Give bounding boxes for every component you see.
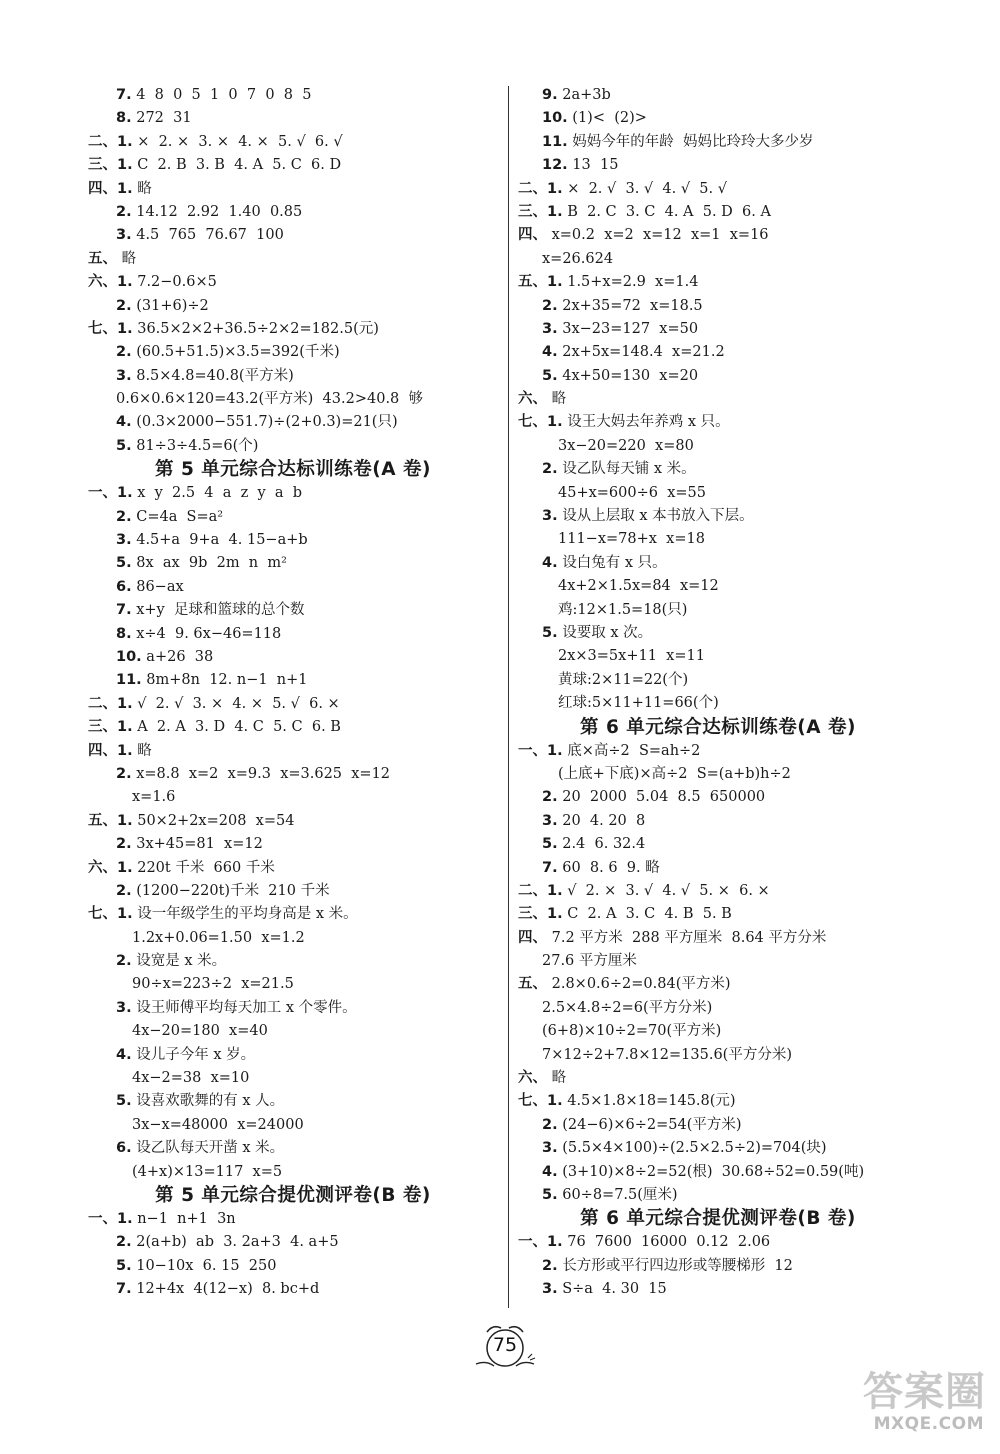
answer-text: 略 [121,250,137,267]
question-label: 2. [116,508,132,525]
answer-line [518,786,918,809]
question-label: 2. [116,882,132,899]
answer-line [88,669,498,692]
question-label: 一、1. [88,485,133,502]
question-label: 3. [542,1140,558,1157]
question-label: 4. [542,344,558,361]
answer-text: 27.6 平方厘米 [542,953,637,970]
answer-text: 8.5×4.8=40.8(平方米) [136,367,294,384]
answer-line [518,575,918,598]
answer-text: √ 2. √ 3. × 4. × 5. √ 6. × [137,695,340,712]
answer-line [518,435,918,458]
answer-text: 2.4 6. 32.4 [562,836,646,853]
answer-text: C 2. B 3. B 4. A 5. C 6. D [137,157,342,174]
answer-text: 4.5×1.8×18=145.8(元) [567,1093,736,1110]
answer-line [88,154,498,177]
answer-text: 81÷3÷4.5=6(个) [136,437,259,454]
answer-line [518,1184,918,1207]
answer-text: 设一年级学生的平均身高是 x 米。 [137,906,358,923]
answer-line [88,318,498,341]
answer-line [88,411,498,434]
answer-line [518,131,918,154]
watermark-bottom-text: MXQE.COM [873,1414,984,1434]
question-label: 12. [542,157,568,174]
answer-text: x=1.6 [132,789,176,806]
question-label: 三、1. [518,906,563,923]
answer-line [88,763,498,786]
answer-text: 设王师傅平均每天加工 x 个零件。 [136,999,357,1016]
answer-text: (1)< (2)> [572,110,647,127]
answer-text: 长方形或平行四边形或等腰梯形 12 [562,1257,793,1274]
answer-text: × 2. × 3. × 4. × 5. √ 6. √ [137,133,343,150]
answer-line [518,973,918,996]
answer-text: (0.3×2000−551.7)÷(2+0.3)=21(只) [136,414,398,431]
answer-line [518,1161,918,1184]
question-label: 七、1. [518,414,563,431]
answer-line [518,1067,918,1090]
question-label: 4. [542,554,558,571]
answer-text: 220t 千米 660 千米 [137,859,275,876]
answer-line [518,1090,918,1113]
question-label: 3. [116,227,132,244]
question-label: 5. [542,624,558,641]
answer-text: (24−6)×6÷2=54(平方米) [562,1116,742,1133]
question-label: 2. [116,836,132,853]
answer-text: 2x×3=5x+11 x=11 [558,648,705,665]
answer-line [518,669,918,692]
answer-line [518,833,918,856]
answer-line [518,857,918,880]
answer-line [88,1231,498,1254]
question-label: 四、1. [88,180,133,197]
answer-line [88,599,498,622]
question-label: 六、1. [88,859,133,876]
answer-line [88,201,498,224]
answer-line [88,693,498,716]
answer-line [518,1255,918,1278]
answer-text: 50×2+2x=208 x=54 [137,812,295,829]
answer-line [88,927,498,950]
answer-line [518,903,918,926]
question-label: 11. [116,672,142,689]
left-answer-column [88,84,498,1302]
question-label: 5. [116,1257,132,1274]
answer-text: 3x−x=48000 x=24000 [132,1116,304,1133]
answer-text: 60 8. 6 9. 略 [562,859,660,876]
answer-text: 略 [137,180,152,197]
question-label: 三、1. [88,719,133,736]
question-label: 五、 [88,250,117,267]
answer-text: 3x−20=220 x=80 [558,437,694,454]
answer-line [518,599,918,622]
answer-line [88,365,498,388]
answer-line [88,810,498,833]
question-label: 七、1. [88,320,133,337]
answer-text: 1.2x+0.06=1.50 x=1.2 [132,929,305,946]
answer-line [518,763,918,786]
answer-line [518,201,918,224]
answer-text: (上底+下底)×高÷2 S=(a+b)h÷2 [558,765,791,782]
answer-line [518,927,918,950]
answer-text: 7×12÷2+7.8×12=135.6(平方分米) [542,1046,792,1063]
answer-line [88,857,498,880]
question-label: 五、1. [518,274,563,291]
answer-line [518,880,918,903]
section-heading: 第 5 单元综合提优测评卷(B 卷) [155,1184,431,1206]
question-label: 七、1. [518,1093,563,1110]
question-label: 七、1. [88,906,133,923]
question-label: 10. [542,110,568,127]
answer-text: 76 7600 16000 0.12 2.06 [567,1234,771,1251]
question-label: 2. [542,789,558,806]
question-label: 4. [116,414,132,431]
answer-text: 略 [137,742,152,759]
question-label: 10. [116,648,142,665]
question-label: 5. [542,1186,558,1203]
answer-text: 2a+3b [562,87,611,103]
answer-line [88,1255,498,1278]
question-label: 3. [542,320,558,337]
answer-text: S÷a 4. 30 15 [562,1281,667,1298]
answer-text: 设白兔有 x 只。 [562,554,667,571]
answer-text: 设儿子今年 x 岁。 [136,1046,256,1063]
answer-line [88,576,498,599]
answer-text: 鸡:12×1.5=18(只) [558,601,688,618]
answer-line [518,997,918,1020]
answer-line [88,880,498,903]
answer-text: 2(a+b) ab 3. 2a+3 4. a+5 [136,1234,339,1251]
answer-line [518,178,918,201]
answer-line [518,388,918,411]
answer-line [518,295,918,318]
answer-text: 3x−23=127 x=50 [562,320,699,337]
answer-line [88,271,498,294]
answer-text: a+26 38 [146,648,214,665]
question-label: 3. [542,508,558,525]
answer-line [88,786,498,809]
question-label: 二、1. [88,695,133,712]
question-label: 7. [116,1281,132,1298]
answer-text: 10−10x 6. 15 250 [136,1257,277,1274]
answer-text: 略 [551,391,567,408]
answer-text: 4x−20=180 x=40 [132,1023,268,1040]
answer-text: A 2. A 3. D 4. C 5. C 6. B [137,719,341,736]
section-heading: 第 6 单元综合提优测评卷(B 卷) [580,1208,856,1230]
question-label: 六、 [518,391,547,408]
question-label: 四、 [518,929,547,946]
answer-line [518,505,918,528]
answer-line [518,622,918,645]
answer-line [518,341,918,364]
question-label: 四、 [518,227,547,244]
answer-text: 272 31 [136,110,192,127]
answer-text: (3+10)×8÷2=52(根) 30.68÷52=0.59(吨) [562,1163,865,1180]
answer-text: 设喜欢歌舞的有 x 人。 [136,1093,285,1110]
answer-line [518,84,918,107]
answer-line [518,458,918,481]
answer-line [88,1208,498,1231]
answer-line [88,740,498,763]
answer-text: 1.5+x=2.9 x=1.4 [567,274,699,291]
answer-text: x=8.8 x=2 x=9.3 x=3.625 x=12 [136,765,391,782]
answer-text: x y 2.5 4 a z y a b [137,485,303,502]
answer-line [518,528,918,551]
question-label: 五、1. [88,812,133,829]
answer-line [518,552,918,575]
question-label: 8. [116,625,132,642]
question-label: 5. [116,1093,132,1110]
answer-line [518,365,918,388]
answer-text: 设要取 x 次。 [562,624,653,641]
answer-text: 14.12 2.92 1.40 0.85 [136,203,303,220]
question-label: 2. [542,461,558,478]
answer-text: 4x−2=38 x=10 [132,1070,250,1087]
answer-text: (4+x)×13=117 x=5 [132,1163,283,1180]
question-label: 5. [116,437,132,454]
question-label: 四、1. [88,742,133,759]
answer-line [518,482,918,505]
answer-text: 20 4. 20 8 [562,812,646,829]
answer-text: 7.2−0.6×5 [137,274,217,291]
question-label: 5. [116,555,132,572]
answer-text: 8m+8n 12. n−1 n+1 [146,672,308,689]
question-label: 一、1. [518,1234,563,1251]
question-label: 7. [116,602,132,619]
answer-text: 13 15 [572,157,619,174]
answer-line [88,1161,498,1184]
answer-text: 底×高÷2 S=ah÷2 [567,742,701,759]
question-label: 4. [542,1163,558,1180]
answer-text: 86−ax [136,578,184,595]
answer-text: 设从上层取 x 本书放入下层。 [562,508,754,525]
answer-text: x+y 足球和篮球的总个数 [136,602,305,619]
answer-line [88,388,498,411]
answer-line [88,646,498,669]
question-label: 二、1. [518,882,563,899]
answer-text: 8x ax 9b 2m n m² [136,555,287,572]
answer-text: x=26.624 [542,250,614,267]
answer-line [88,1044,498,1067]
answer-line [518,1137,918,1160]
answer-line [88,1067,498,1090]
page-number: 75 [492,1334,518,1356]
question-label: 9. [542,87,558,103]
answer-line [88,973,498,996]
answer-line [518,411,918,434]
answer-text: 3x+45=81 x=12 [136,836,263,853]
answer-text: 4.5+a 9+a 4. 15−a+b [136,532,308,549]
answer-line [88,295,498,318]
answer-line [518,1020,918,1043]
watermark-top-text: 答案圈 [863,1369,986,1415]
answer-text: 略 [551,1070,567,1087]
answer-text: 4.5 765 76.67 100 [136,227,284,244]
question-label: 一、1. [518,742,563,759]
answer-line [518,1044,918,1067]
question-label: 六、1. [88,274,133,291]
answer-line [88,178,498,201]
question-label: 6. [116,1140,132,1157]
question-label: 2. [116,297,132,314]
answer-line [518,154,918,177]
answer-line [88,482,498,505]
answer-text: 2.5×4.8÷2=6(平方分米) [542,999,713,1016]
answer-text: (5.5×4×100)÷(2.5×2.5÷2)=704(块) [562,1140,827,1157]
question-label: 二、1. [518,180,563,197]
answer-line [518,1278,918,1301]
answer-text: 妈妈今年的年龄 妈妈比玲玲大多少岁 [572,133,814,150]
answer-line [88,833,498,856]
answer-line [518,318,918,341]
answer-line [88,1137,498,1160]
question-label: 8. [116,110,132,127]
answer-text: 0.6×0.6×120=43.2(平方米) 43.2>40.8 够 [116,391,423,408]
answer-text: B 2. C 3. C 4. A 5. D 6. A [567,203,771,220]
watermark-logo [836,1360,986,1434]
question-label: 2. [116,1234,132,1251]
question-label: 7. [116,87,132,103]
answer-text: 2x+5x=148.4 x=21.2 [562,344,725,361]
answer-text: (1200−220t)千米 210 千米 [136,882,330,899]
answer-line [88,997,498,1020]
answer-text: 90÷x=223÷2 x=21.5 [132,976,294,993]
answer-text: × 2. √ 3. √ 4. √ 5. √ [567,180,727,197]
answer-text: (60.5+51.5)×3.5=392(千米) [136,344,340,361]
answer-line [88,1278,498,1301]
answer-text: 4x+2×1.5x=84 x=12 [558,578,719,595]
answer-text: 黄球:2×11=22(个) [558,671,689,688]
question-label: 3. [542,812,558,829]
answer-line [88,435,498,458]
section-heading: 第 5 单元综合达标训练卷(A 卷) [155,459,431,481]
question-label: 2. [542,297,558,314]
answer-text: 36.5×2×2+36.5÷2×2=182.5(元) [137,320,379,337]
answer-text: √ 2. × 3. √ 4. √ 5. × 6. × [567,882,770,899]
question-label: 11. [542,133,568,150]
answer-line [88,1020,498,1043]
answer-text: 12+4x 4(12−x) 8. bc+d [136,1281,320,1298]
answer-line [88,529,498,552]
answer-text: 45+x=600÷6 x=55 [558,484,706,501]
answer-line [518,692,918,715]
answer-text: 红球:5×11+11=66(个) [558,695,719,712]
question-label: 2. [116,765,132,782]
column-divider [508,86,509,1308]
answer-line [88,716,498,739]
answer-text: 4x+50=130 x=20 [562,367,699,384]
answer-text: 2.8×0.6÷2=0.84(平方米) [551,976,731,993]
question-label: 三、1. [88,157,133,174]
right-answer-column [518,84,918,1302]
question-label: 2. [116,953,132,970]
answer-text: (6+8)×10÷2=70(平方米) [542,1023,722,1040]
answer-text: 设乙队每天开凿 x 米。 [136,1140,285,1157]
answer-text: 20 2000 5.04 8.5 650000 [562,789,766,806]
answer-text: 4 8 0 5 1 0 7 0 8 5 [136,87,312,103]
answer-line [88,84,498,107]
answer-text: x=0.2 x=2 x=12 x=1 x=16 [551,227,769,244]
answer-line [518,810,918,833]
question-label: 三、1. [518,203,563,220]
answer-text: 7.2 平方米 288 平方厘米 8.64 平方分米 [551,929,827,946]
answer-text: 设宽是 x 米。 [136,953,227,970]
answer-text: 设王大妈去年养鸡 x 只。 [567,414,730,431]
answer-line [518,224,918,247]
question-label: 3. [116,532,132,549]
answer-text: x÷4 9. 6x−46=118 [136,625,282,642]
answer-line [88,623,498,646]
question-label: 3. [116,999,132,1016]
answer-line [518,107,918,130]
question-label: 六、 [518,1070,547,1087]
question-label: 7. [542,859,558,876]
answer-line [88,107,498,130]
question-label: 4. [116,1046,132,1063]
page-number-badge [470,1318,540,1374]
answer-line [88,248,498,271]
answer-text: C=4a S=a² [136,508,224,525]
question-label: 6. [116,578,132,595]
answer-line [518,645,918,668]
answer-line [88,903,498,926]
question-label: 3. [542,1281,558,1298]
question-label: 2. [116,344,132,361]
answer-line [518,1114,918,1137]
answer-text: (31+6)÷2 [136,297,209,314]
question-label: 5. [542,367,558,384]
answer-line [518,1231,918,1254]
answer-line [88,1090,498,1113]
answer-line [88,552,498,575]
answer-line [88,341,498,364]
question-label: 5. [542,836,558,853]
answer-text: 111−x=78+x x=18 [558,531,705,548]
answer-line [88,224,498,247]
answer-line [518,248,918,271]
section-heading: 第 6 单元综合达标训练卷(A 卷) [580,716,856,738]
answer-line [88,131,498,154]
answer-line [518,950,918,973]
answer-text: n−1 n+1 3n [137,1210,236,1227]
question-label: 二、1. [88,133,133,150]
question-label: 2. [116,203,132,220]
answer-line [88,1114,498,1137]
question-label: 五、 [518,976,547,993]
question-label: 一、1. [88,1210,133,1227]
answer-line [88,950,498,973]
answer-line [88,506,498,529]
answer-text: C 2. A 3. C 4. B 5. B [567,906,732,923]
question-label: 3. [116,367,132,384]
answer-line [518,740,918,763]
question-label: 2. [542,1116,558,1133]
answer-line [518,271,918,294]
answer-text: 设乙队每天铺 x 米。 [562,461,696,478]
answer-text: 60÷8=7.5(厘米) [562,1186,678,1203]
question-label: 2. [542,1257,558,1274]
answer-text: 2x+35=72 x=18.5 [562,297,703,314]
